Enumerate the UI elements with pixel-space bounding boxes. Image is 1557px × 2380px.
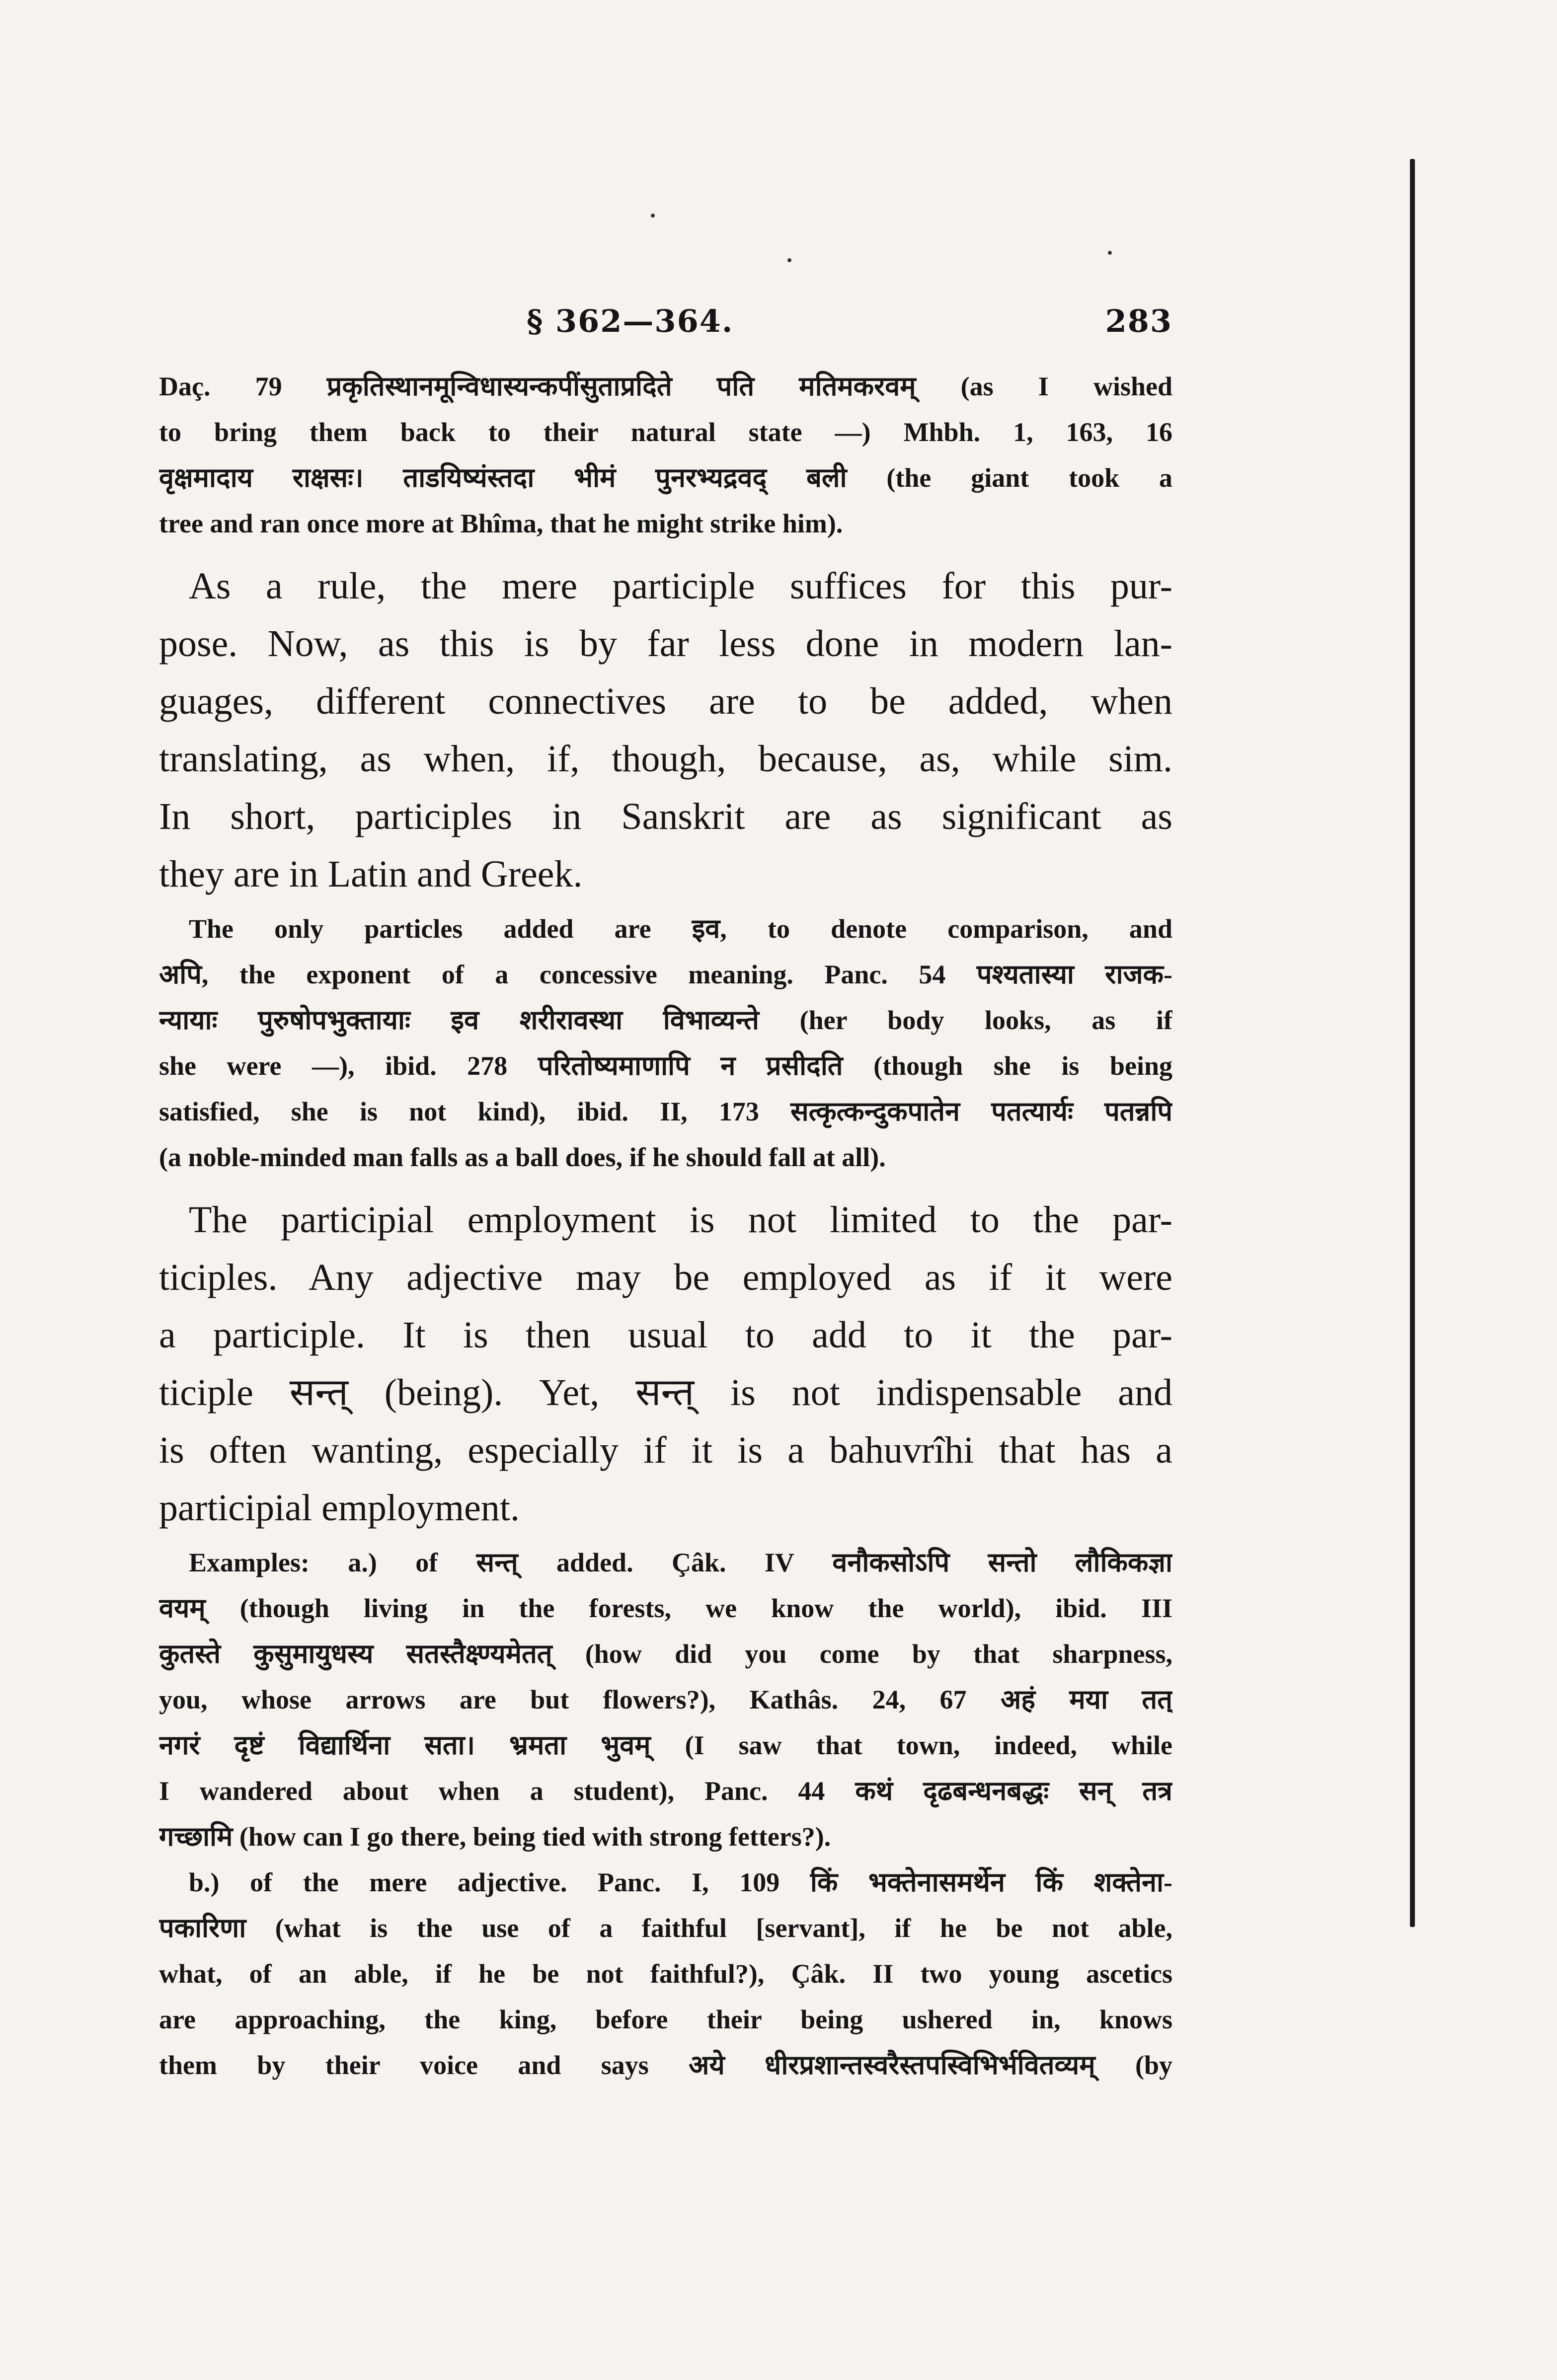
text-line: pose. Now, as this is by far less done in modern lan- xyxy=(159,623,1172,665)
paper-speck xyxy=(787,258,791,262)
text-line: is often wanting, especially if it is a bahuvrîhi that has a xyxy=(159,1429,1172,1471)
text-line: ticiples. Any adjective may be employed as if it were xyxy=(159,1257,1172,1298)
text-line: न्यायाः पुरुषोपभुक्तायाः इव शरीरावस्था विभाव्यन्ते (her body looks, as if xyxy=(159,1005,1172,1035)
page-number: 283 xyxy=(1105,303,1172,339)
text-line: satisfied, she is not kind), ibid. II, 173 सत्कृत्कन्दुकपातेन पतत्यार्यः पतन्नपि xyxy=(159,1097,1172,1126)
text-line: are approaching, the king, before their being ushered in, knows xyxy=(159,2005,1172,2034)
text-line: guages, different connectives are to be added, when xyxy=(159,680,1172,722)
text-line: translating, as when, if, though, because, as, while sim. xyxy=(159,738,1172,780)
text-line: she were —), ibid. 278 परितोष्यमाणापि न प्रसीदति (though she is being xyxy=(159,1051,1172,1081)
text-line: In short, participles in Sanskrit are as significant as xyxy=(159,796,1172,837)
text-line: participial employment. xyxy=(159,1487,520,1529)
text-line: what, of an able, if he be not faithful?), Çâk. II two young ascetics xyxy=(159,1959,1172,1989)
paper-speck xyxy=(651,214,655,218)
text-line: tree and ran once more at Bhîma, that he might strike him). xyxy=(159,509,843,538)
text-line: The participial employment is not limited to the par- xyxy=(189,1199,1172,1241)
page-edge-shadow xyxy=(1410,159,1415,1927)
text-line: a participle. It is then usual to add to it the par- xyxy=(159,1314,1172,1356)
text-line: they are in Latin and Greek. xyxy=(159,853,583,895)
text-line: अपि, the exponent of a concessive meaning. Panc. 54 पश्यतास्या राजक- xyxy=(159,960,1172,989)
text-line: to bring them back to their natural state —) Mhbh. 1, 163, 16 xyxy=(159,417,1172,447)
text-line: I wandered about when a student), Panc. 44 कथं दृढबन्धनबद्धः सन् तत्र xyxy=(159,1776,1172,1806)
text-line: The only particles added are इव, to denote comparison, and xyxy=(189,914,1172,944)
text-line: कुतस्ते कुसुमायुधस्य सतस्तैक्ष्ण्यमेतत् (how did you come by that sharpness, xyxy=(159,1639,1172,1669)
section-range: § 362—364. xyxy=(527,303,734,339)
text-line: b.) of the mere adjective. Panc. I, 109 किं भक्तेनासमर्थेन किं शक्तेना- xyxy=(189,1867,1172,1897)
text-line: पकारिणा (what is the use of a faithful [servant], if he be not able, xyxy=(159,1913,1172,1943)
text-line: you, whose arrows are but flowers?), Kathâs. 24, 67 अहं मया तत् xyxy=(159,1685,1172,1714)
text-line: वृक्षमादाय राक्षसः। ताडयिष्यंस्तदा भीमं पुनरभ्यद्रवद् बली (the giant took a xyxy=(159,463,1172,493)
running-header xyxy=(159,303,1172,348)
paper-speck xyxy=(1108,251,1112,255)
text-line: ticiple सन्त् (being). Yet, सन्त् is not indispensable and xyxy=(159,1372,1172,1413)
text-line: नगरं दृष्टं विद्यार्थिना सता। भ्रमता भुवम् (I saw that town, indeed, while xyxy=(159,1730,1172,1760)
text-line: As a rule, the mere participle suffices for this pur- xyxy=(189,565,1172,607)
text-line: वयम् (though living in the forests, we know the world), ibid. III xyxy=(159,1593,1172,1623)
text-line: Examples: a.) of सन्त् added. Çâk. IV वनौकसोऽपि सन्तो लौकिकज्ञा xyxy=(189,1548,1172,1577)
text-line: Daç. 79 प्रकृतिस्थानमून्विधास्यन्कपींसुताप्रदिते पति मतिमकरवम् (as I wished xyxy=(159,372,1172,401)
text-line: (a noble-minded man falls as a ball does, if he should fall at all). xyxy=(159,1142,886,1172)
text-line: them by their voice and says अये धीरप्रशान्तस्वरैस्तपस्विभिर्भवितव्यम् (by xyxy=(159,2050,1172,2080)
text-line: गच्छामि (how can I go there, being tied with strong fetters?). xyxy=(159,1822,831,1852)
